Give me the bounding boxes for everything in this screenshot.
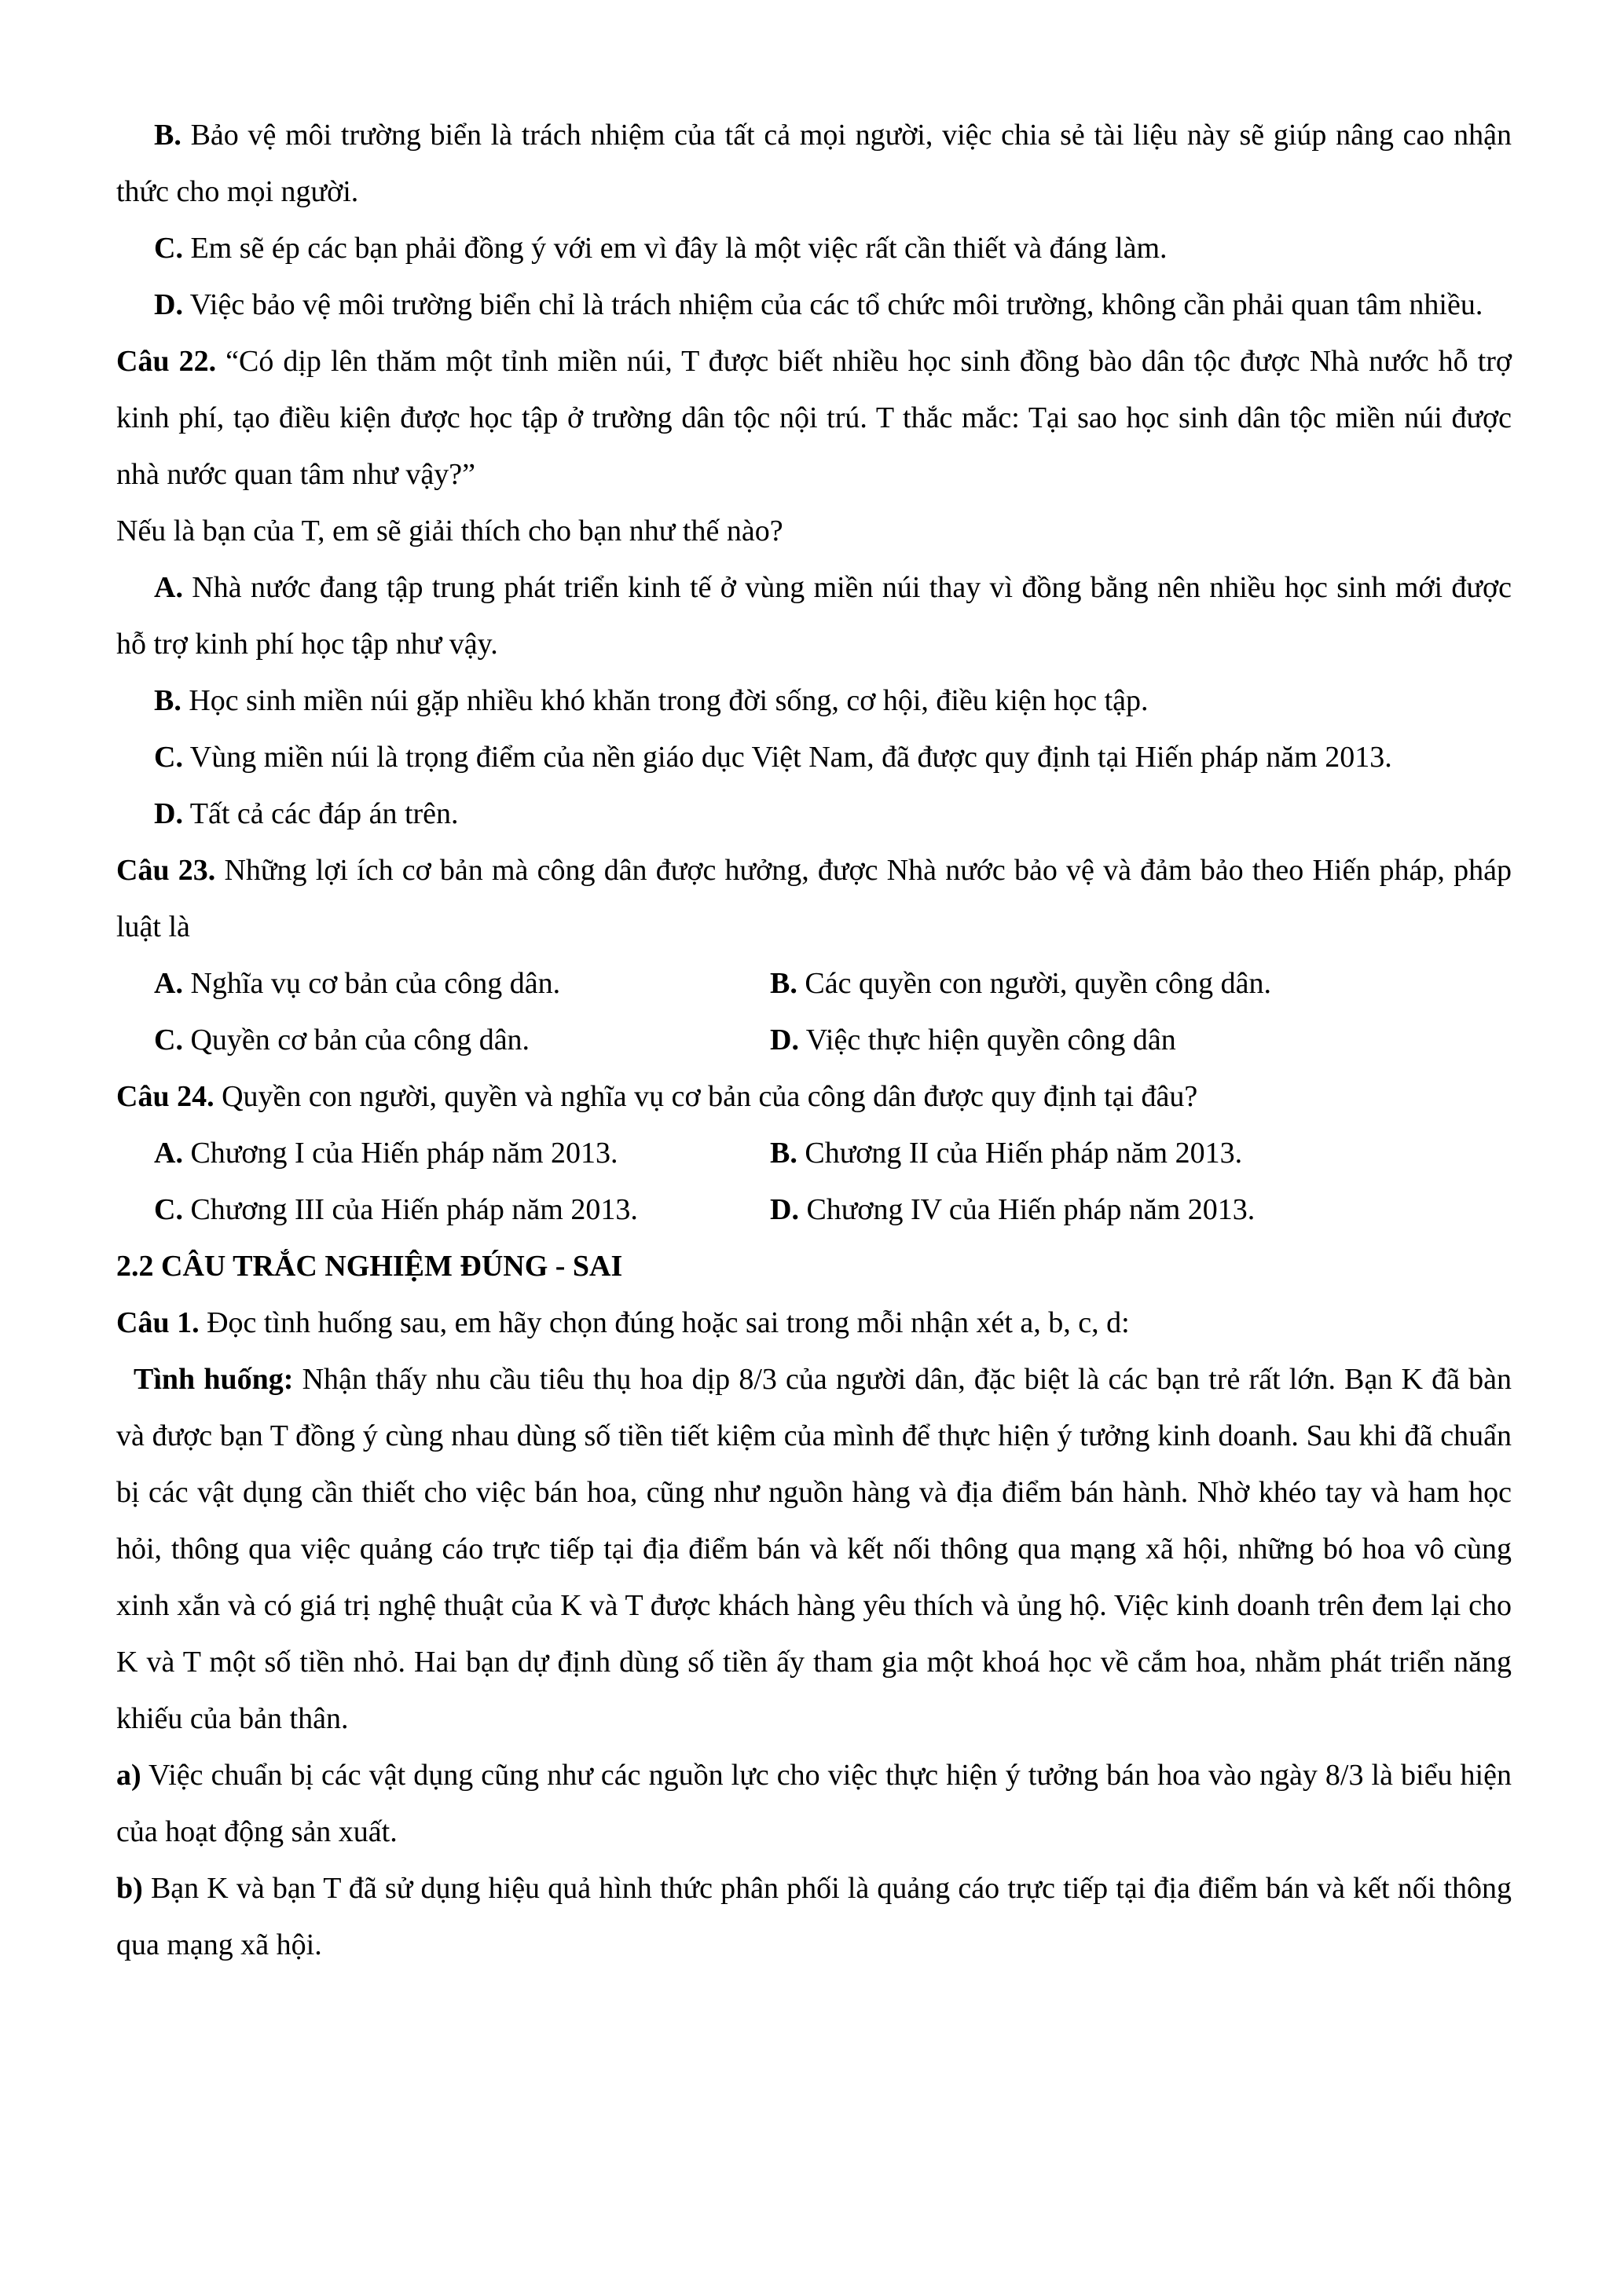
- option-letter: B.: [770, 967, 797, 1000]
- q24-option-a: [116, 1125, 770, 1181]
- question-label: Câu 24.: [116, 1080, 214, 1113]
- q23-stem: [116, 842, 1512, 955]
- option-letter: A.: [154, 571, 183, 604]
- option-letter: D.: [154, 288, 183, 321]
- option-letter: A.: [154, 1137, 183, 1170]
- statement-letter: a): [116, 1759, 141, 1792]
- q23-option-d: [770, 1012, 1176, 1068]
- q21-option-c: [116, 220, 1512, 276]
- statement-text: Bạn K và bạn T đã sử dụng hiệu quả hình thức phân phối là quảng cáo trực tiếp tại địa điểm bán và kết nối thông qua mạng xã hội.: [116, 1872, 1512, 1961]
- q22-option-b: [116, 672, 1512, 729]
- q21-option-d: [116, 276, 1512, 333]
- tf1-statement-a: [116, 1747, 1512, 1860]
- option-text: Vùng miền núi là trọng điểm của nền giáo dục Việt Nam, đã được quy định tại Hiến pháp năm 2013.: [182, 741, 1392, 774]
- question-text: Quyền con người, quyền và nghĩa vụ cơ bản của công dân được quy định tại đâu?: [214, 1080, 1198, 1113]
- option-text: Chương III của Hiến pháp năm 2013.: [182, 1193, 638, 1226]
- option-text: Việc thực hiện quyền công dân: [798, 1023, 1176, 1056]
- q23-options-row-1: [116, 955, 1512, 1012]
- q24-options-row-1: [116, 1125, 1512, 1181]
- q24-option-b: [770, 1125, 1242, 1181]
- statement-letter: b): [116, 1872, 143, 1905]
- q24-options-row-2: [116, 1181, 1512, 1238]
- option-text: Tất cả các đáp án trên.: [182, 797, 459, 830]
- q21-option-b: [116, 107, 1512, 220]
- option-text: Chương IV của Hiến pháp năm 2013.: [798, 1193, 1256, 1226]
- option-letter: D.: [770, 1023, 799, 1056]
- option-text: Nhà nước đang tập trung phát triển kinh tế ở vùng miền núi thay vì đồng bằng nên nhiều học sinh mới được hỗ trợ kinh phí học tập như vậy.: [116, 571, 1512, 661]
- option-text: Bảo vệ môi trường biển là trách nhiệm của tất cả mọi người, việc chia sẻ tài liệu này sẽ giúp nâng cao nhận thức cho mọi người.: [116, 119, 1512, 208]
- q24-option-c: [116, 1181, 770, 1238]
- q24-stem: [116, 1068, 1512, 1125]
- q23-options-row-2: [116, 1012, 1512, 1068]
- option-letter: C.: [154, 1023, 183, 1056]
- question-text: Những lợi ích cơ bản mà công dân được hưởng, được Nhà nước bảo vệ và đảm bảo theo Hiến pháp, pháp luật là: [116, 854, 1512, 943]
- option-text: Các quyền con người, quyền công dân.: [797, 967, 1272, 1000]
- q22-option-a: [116, 559, 1512, 672]
- option-text: Việc bảo vệ môi trường biển chỉ là trách nhiệm của các tổ chức môi trường, không cần phải quan tâm nhiều.: [182, 288, 1483, 321]
- option-letter: C.: [154, 232, 183, 265]
- option-letter: A.: [154, 967, 183, 1000]
- page-content: [116, 107, 1512, 1973]
- option-letter: B.: [154, 684, 181, 717]
- option-text: Chương I của Hiến pháp năm 2013.: [182, 1137, 618, 1170]
- section-heading: [116, 1238, 1512, 1294]
- q23-option-c: [116, 1012, 770, 1068]
- q22-prompt: Nếu là bạn của T, em sẽ giải thích cho bạn như thế nào?: [116, 514, 783, 547]
- option-letter: B.: [770, 1137, 797, 1170]
- tf1-situation: [116, 1351, 1512, 1747]
- question-text: Đọc tình huống sau, em hãy chọn đúng hoặc sai trong mỗi nhận xét a, b, c, d:: [199, 1306, 1130, 1339]
- option-letter: B.: [154, 119, 181, 152]
- option-letter: C.: [154, 741, 183, 774]
- q22-option-d: [116, 785, 1512, 842]
- question-text: “Có dịp lên thăm một tỉnh miền núi, T được biết nhiều học sinh đồng bào dân tộc được Nhà nước hỗ trợ kinh phí, tạo điều kiện được học tập ở trường dân tộc nội trú. T thắc mắc: Tại sao học sinh dân tộc miền núi được nhà nước quan tâm như vậy?”: [116, 345, 1512, 491]
- q22-stem: [116, 333, 1512, 503]
- q22-option-c: [116, 729, 1512, 785]
- option-text: Chương II của Hiến pháp năm 2013.: [797, 1137, 1243, 1170]
- question-label: Câu 23.: [116, 854, 216, 887]
- question-label: Câu 22.: [116, 345, 217, 378]
- situation-label: Tình huống:: [134, 1363, 294, 1396]
- option-text: Em sẽ ép các bạn phải đồng ý với em vì đây là một việc rất cần thiết và đáng làm.: [182, 232, 1168, 265]
- option-letter: D.: [770, 1193, 799, 1226]
- option-text: Quyền cơ bản của công dân.: [182, 1023, 530, 1056]
- statement-text: Việc chuẩn bị các vật dụng cũng như các nguồn lực cho việc thực hiện ý tưởng bán hoa vào ngày 8/3 là biểu hiện của hoạt động sản xuất.: [116, 1759, 1512, 1848]
- option-letter: C.: [154, 1193, 183, 1226]
- situation-text: Nhận thấy nhu cầu tiêu thụ hoa dịp 8/3 của người dân, đặc biệt là các bạn trẻ rất lớn. Bạn K đã bàn và được bạn T đồng ý cùng nhau dùng số tiền tiết kiệm của mình để thực hiện ý tưởng kinh doanh. Sau khi đã chuẩn bị các vật dụng cần thiết cho việc bán hoa, cũng như nguồn hàng và địa điểm bán hành. Nhờ khéo tay và ham học hỏi, thông qua việc quảng cáo trực tiếp tại địa điểm bán và kết nối thông qua mạng xã hội, những bó hoa vô cùng xinh xắn và có giá trị nghệ thuật của K và T được khách hàng yêu thích và ủng hộ. Việc kinh doanh trên đem lại cho K và T một số tiền nhỏ. Hai bạn dự định dùng số tiền ấy tham gia một khoá học về cắm hoa, nhằm phát triển năng khiếu của bản thân.: [116, 1363, 1512, 1735]
- option-letter: D.: [154, 797, 183, 830]
- tf1-statement-b: [116, 1860, 1512, 1973]
- q23-option-b: [770, 955, 1271, 1012]
- section-heading-text: 2.2 CÂU TRẮC NGHIỆM ĐÚNG - SAI: [116, 1250, 623, 1283]
- tf1-stem: [116, 1294, 1512, 1351]
- option-text: Nghĩa vụ cơ bản của công dân.: [182, 967, 561, 1000]
- option-text: Học sinh miền núi gặp nhiều khó khăn trong đời sống, cơ hội, điều kiện học tập.: [181, 684, 1149, 717]
- question-label: Câu 1.: [116, 1306, 200, 1339]
- q24-option-d: [770, 1181, 1255, 1238]
- q23-option-a: [116, 955, 770, 1012]
